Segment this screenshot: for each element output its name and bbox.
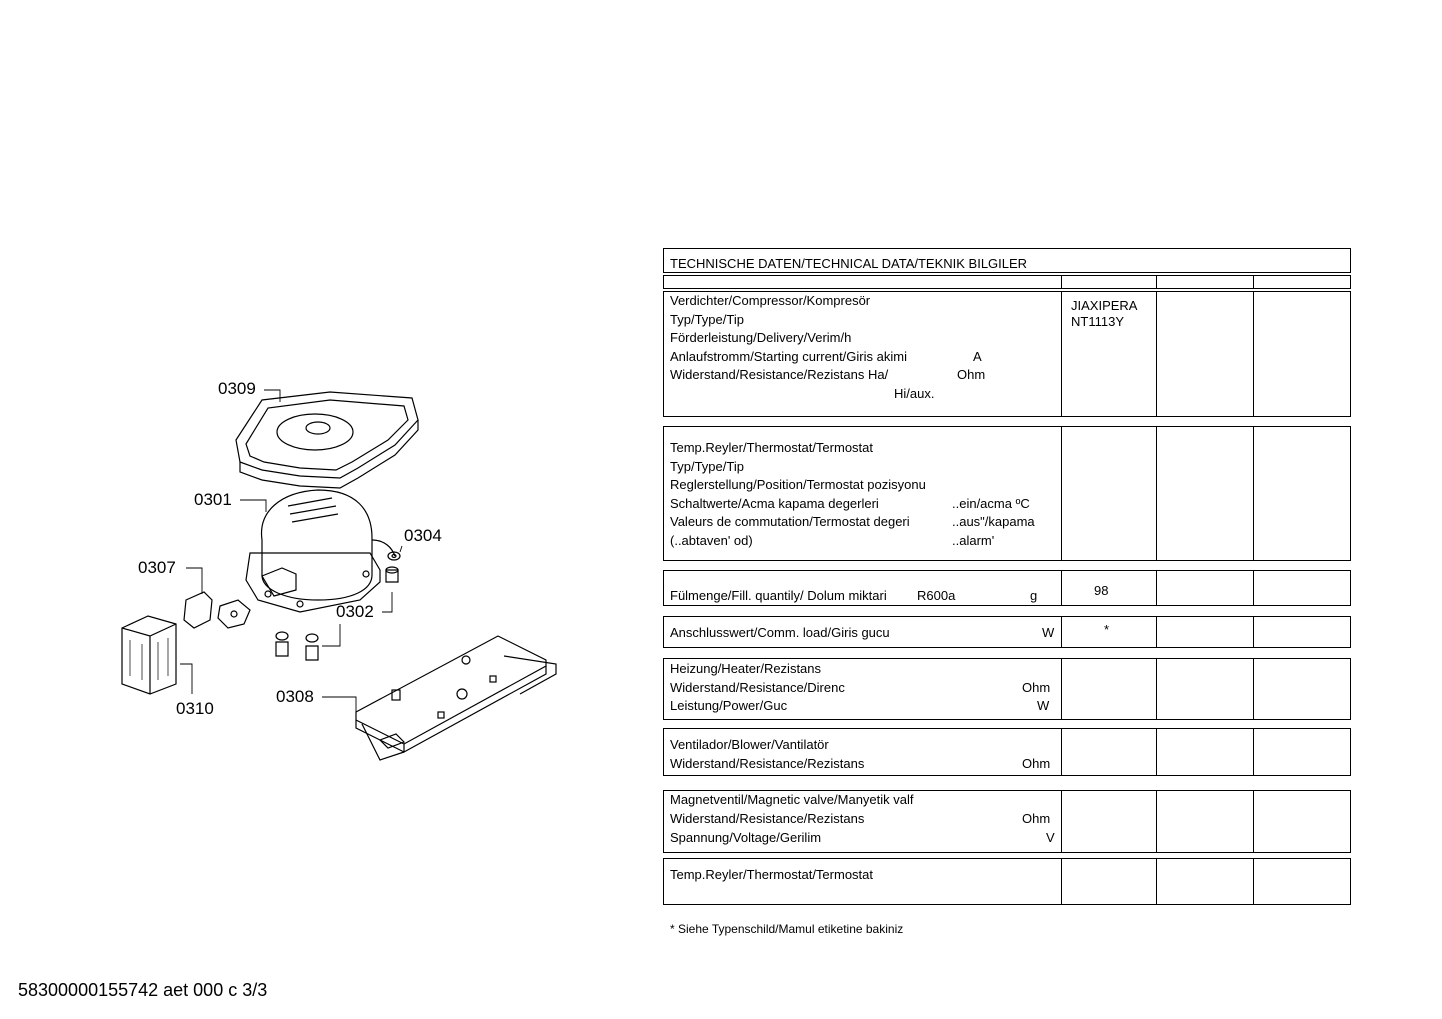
part-0301-compressor-drawing (246, 490, 395, 612)
thermostat-on-label: ..ein/acma ºC (952, 496, 1030, 511)
part-label-0309: 0309 (218, 379, 256, 398)
thermostat-values-label: Valeurs de commutation/Termostat degeri (670, 514, 910, 529)
part-label-0307: 0307 (138, 558, 176, 577)
compressor-model-value: NT1113Y (1071, 314, 1124, 329)
fill-unit: g (1030, 588, 1038, 603)
blower-label: Ventilador/Blower/Vantilatör (670, 737, 829, 752)
compressor-resistance-unit: Ohm (957, 367, 986, 382)
part-label-0310: 0310 (176, 699, 214, 718)
compressor-type-label: Typ/Type/Tip (670, 312, 744, 327)
valve-voltage-label: Spannung/Voltage/Gerilim (670, 830, 822, 845)
heater-resistance-label: Widerstand/Resistance/Direnc (670, 680, 845, 695)
heater-resistance-unit: Ohm (1022, 680, 1051, 695)
part-0302-rubber-feet-drawing (276, 632, 318, 660)
thermostat-label: Temp.Reyler/Thermostat/Termostat (670, 440, 874, 455)
thermostat-alarm-label: ..alarm' (952, 533, 995, 548)
thermostat-position-label: Reglerstellung/Position/Termostat pozisyonu (670, 477, 926, 492)
compressor-delivery-label: Förderleistung/Delivery/Verim/h (670, 330, 852, 345)
thermostat2-label: Temp.Reyler/Thermostat/Termostat (670, 867, 874, 882)
table-header-row (663, 275, 1351, 289)
thermostat-type-label: Typ/Type/Tip (670, 459, 744, 474)
part-label-0301: 0301 (194, 490, 232, 509)
compressor-current-unit: A (973, 349, 982, 364)
part-label-0304: 0304 (404, 526, 442, 545)
comm-load-value: * (1104, 622, 1110, 637)
fill-refrigerant: R600a (917, 588, 956, 603)
valve-voltage-unit: V (1046, 830, 1055, 845)
thermostat-off-label: ..aus"/kapama (952, 514, 1035, 529)
valve-resistance-label: Widerstand/Resistance/Rezistans (670, 811, 865, 826)
fill-quantity-label: Fülmenge/Fill. quantily/ Dolum miktari (670, 588, 887, 603)
part-label-0308: 0308 (276, 687, 314, 706)
part-0304-grommet-drawing (386, 552, 400, 582)
fill-value: 98 (1094, 583, 1109, 598)
footnote: * Siehe Typenschild/Mamul etiketine bakiniz (670, 922, 904, 936)
compressor-label: Verdichter/Compressor/Kompresör (670, 293, 871, 308)
compressor-brand-value: JIAXIPERA (1071, 298, 1138, 313)
thermostat-defrost-label: (..abtaven' od) (670, 533, 753, 548)
compressor-current-label: Anlaufstromm/Starting current/Giris akimi (670, 349, 907, 364)
part-label-0302: 0302 (336, 602, 374, 621)
document-id: 58300000155742 aet 000 c 3/3 (18, 980, 268, 1000)
valve-resistance-unit: Ohm (1022, 811, 1051, 826)
part-0309-drip-tray-drawing (236, 392, 418, 488)
valve-label: Magnetventil/Magnetic valve/Manyetik valf (670, 792, 914, 807)
thermostat-switch-label: Schaltwerte/Acma kapama degerleri (670, 496, 879, 511)
part-0307-relay-drawing (184, 592, 250, 628)
table-title: TECHNISCHE DATEN/TECHNICAL DATA/TEKNIK BILGILER (670, 256, 1028, 271)
heater-power-label: Leistung/Power/Guc (670, 698, 788, 713)
part-0310-terminal-cover-drawing (122, 616, 176, 694)
blower-resistance-unit: Ohm (1022, 756, 1051, 771)
compressor-hi-aux: Hi/aux. (894, 386, 935, 401)
part-0308-base-plate-drawing (356, 636, 556, 760)
compressor-resistance-label: Widerstand/Resistance/Rezistans Ha/ (670, 367, 889, 382)
blower-resistance-label: Widerstand/Resistance/Rezistans (670, 756, 865, 771)
heater-label: Heizung/Heater/Rezistans (670, 661, 822, 676)
heater-power-unit: W (1037, 698, 1050, 713)
comm-load-label: Anschlusswert/Comm. load/Giris gucu (670, 625, 890, 640)
comm-load-unit: W (1042, 625, 1055, 640)
